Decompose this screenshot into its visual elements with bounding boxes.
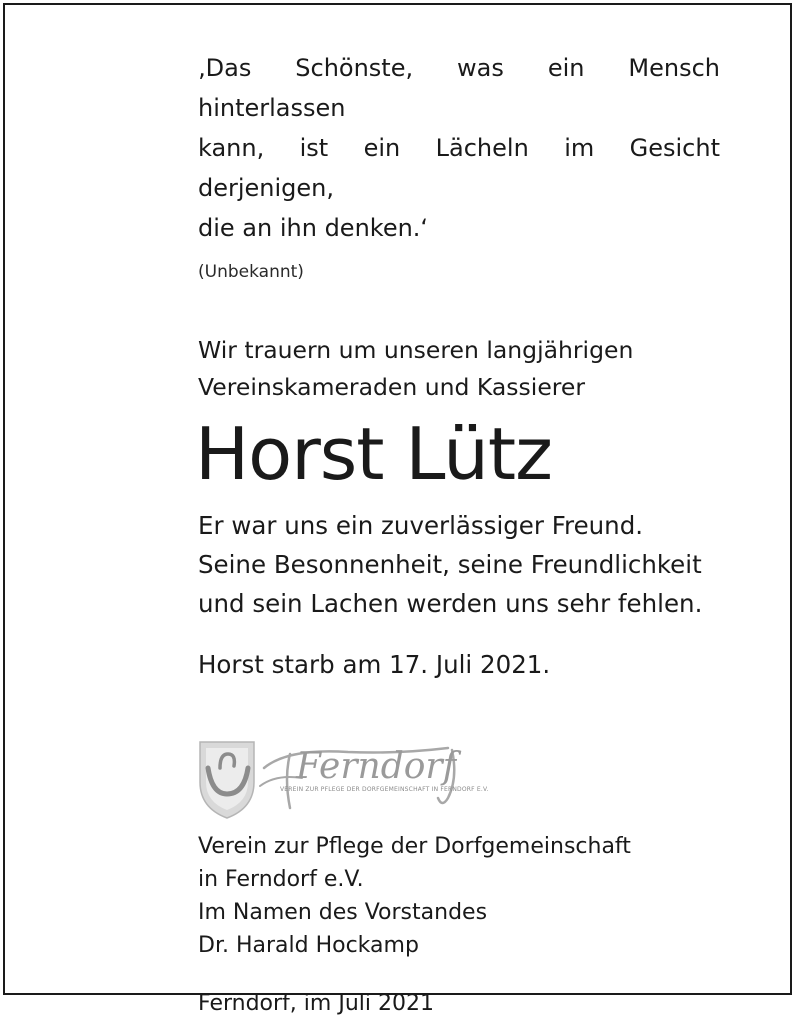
tribute-line: und sein Lachen werden uns sehr fehlen.	[198, 589, 703, 618]
deceased-name: Horst Lütz	[195, 412, 552, 496]
logo-caption: VEREIN ZUR PFLEGE DER DORFGEMEINSCHAFT IN FERNDORF E.V.	[280, 786, 489, 793]
quote-line: kann, ist ein Lächeln im Gesicht derjenigen,	[198, 134, 720, 202]
quote-block	[198, 48, 720, 248]
signoff-line: Im Namen des Vorstandes	[198, 900, 488, 925]
mourning-intro	[198, 332, 720, 406]
tribute-text	[198, 506, 720, 623]
intro-line: Vereinskameraden und Kassierer	[198, 373, 586, 401]
intro-line: Wir trauern um unseren langjährigen	[198, 336, 634, 364]
signoff-line: Verein zur Pflege der Dorfgemeinschaft	[198, 834, 631, 859]
quote-author: (Unbekannt)	[198, 262, 304, 282]
ferndorf-crest-icon	[198, 738, 498, 822]
logo-wordmark: Ferndorf	[296, 746, 456, 787]
tribute-line: Er war uns ein zuverlässiger Freund.	[198, 511, 644, 540]
tribute-line: Seine Besonnenheit, seine Freundlichkeit	[198, 550, 702, 579]
death-notice: Horst starb am 17. Juli 2021.	[198, 650, 551, 679]
quote-line: die an ihn denken.‘	[198, 214, 429, 242]
signoff-line: in Ferndorf e.V.	[198, 867, 364, 892]
club-logo	[198, 738, 720, 822]
signoff-block	[198, 830, 720, 962]
obituary-notice	[195, 48, 720, 1020]
quote-line: ‚Das Schönste, was ein Mensch hinterlassen	[198, 54, 720, 122]
place-date: Ferndorf, im Juli 2021	[198, 991, 434, 1016]
signoff-line: Dr. Harald Hockamp	[198, 933, 419, 958]
